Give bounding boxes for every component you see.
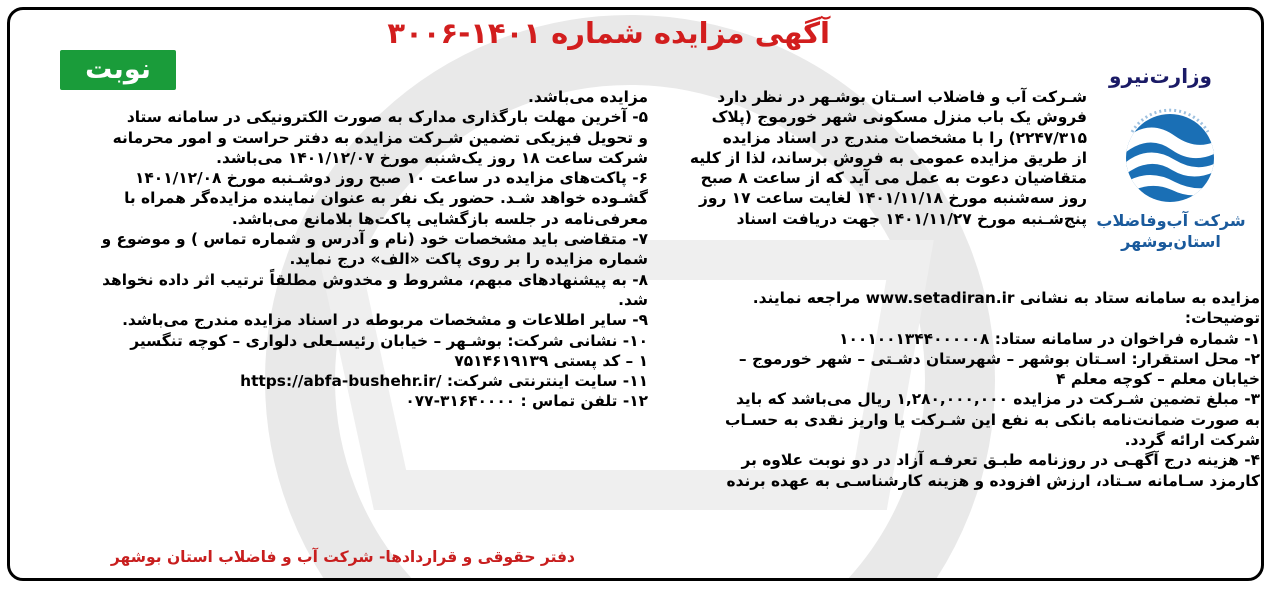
note-item: کارمزد سـامانه سـتاد، ارزش افزوده و هزینه کارشناسـی به عهده برنده: [726, 471, 1260, 490]
note-item: به صورت ضمانت‌نامه بانکی به نفع این شـرکت یا واریز نقدی به حسـاب: [724, 410, 1260, 429]
notes-section: [665, 288, 1260, 491]
note-item: مزایده می‌باشد.: [527, 88, 648, 106]
intro-paragraph: [682, 87, 1087, 229]
text-line: شـرکت آب و فاضلاب اسـتان بوشـهر در نظر دارد: [717, 88, 1087, 106]
text-fragment: ۱۱- سایت اینترنتی شرکت:: [446, 372, 648, 391]
footer-signature: دفتر حقوقی و قراردادها- شرکت آب و فاضلاب استان بوشهر: [110, 548, 575, 566]
note-item: ۶- پاکت‌های مزایده در ساعت ۱۰ صبح روز دوشـنبه مورخ ۱۴۰۱/۱۲/۰۸: [135, 169, 648, 188]
note-item: ۱ – کد پستی ۷۵۱۴۶۱۹۱۳۹: [454, 351, 648, 370]
text-line: روز سه‌شنبه مورخ ۱۴۰۱/۱۱/۱۸ لغایت ساعت ۱۷ روز: [699, 189, 1087, 208]
note-item: ۲- محل استقرار: اسـتان بوشهر – شهرستان دشـتی – شهر خورموج –: [738, 349, 1260, 368]
notes-continued: [48, 87, 648, 412]
note-item: و تحویل فیزیکی تضمین شـرکت مزایده به دفتر حراست و امور محرمانه: [112, 128, 648, 147]
notice-title: آگهی مزایده شماره ۱۴۰۱-۳۰۰۶: [387, 16, 830, 50]
note-item: شرکت ساعت ۱۸ روز یک‌شنبه مورخ ۱۴۰۱/۱۲/۰۷ می‌باشد.: [216, 148, 648, 167]
text-line: ۲۲۴۷/۳۱۵) را با مشخصات مندرج در اسناد مزایده: [722, 128, 1087, 147]
text-fragment: مزایده به سامانه ستاد به نشانی: [1019, 289, 1260, 307]
ministry-label: وزارت‌نیرو: [1109, 64, 1212, 88]
note-item: خیابان معلم – کوچه معلم ۴: [1056, 370, 1260, 389]
note-item: شماره مزایده را بر روی پاکت «الف» درج نماید.: [289, 250, 648, 269]
text-line: پنج‌شـنبه مورخ ۱۴۰۱/۱۱/۲۷ جهت دریافت اسناد: [736, 209, 1087, 228]
note-item: ۱۰- نشانی شرکت: بوشـهر – خیابان رئیسـعلی دلواری – کوچه تنگسیر: [130, 331, 648, 350]
company-logo-caption: شرکت آب‌وفاضلاب استان‌بوشهر: [1096, 211, 1246, 251]
note-item: ۱- شماره فراخوان در سامانه ستاد: ۱۰۰۱۰۰۱۳۴۴۰۰۰۰۰۸: [839, 329, 1260, 348]
note-item: معرفی‌نامه در جلسه بازگشایی پاکت‌ها بلامانع می‌باشد.: [231, 209, 648, 228]
note-item: ۸- به پیشنهادهای مبهم، مشروط و مخدوش مطلقاً ترتیب اثر داده نخواهد: [102, 270, 648, 289]
website-line: [48, 371, 648, 391]
water-company-logo-icon: [1120, 98, 1220, 208]
text-line: از طریق مزایده عمومی به فروش برساند، لذا از کلیه: [689, 148, 1087, 167]
text-line: متقاضیان دعوت به عمل می آید که از ساعت ۸ صبح: [700, 169, 1087, 188]
note-item: ۷- متقاضی باید مشخصات خود (نام و آدرس و شماره تماس ) و موضوع و: [101, 230, 648, 249]
note-item: ۳- مبلغ تضمین شـرکت در مزایده ۱,۲۸۰,۰۰۰,۰۰۰ ریال می‌باشد که باید: [736, 390, 1260, 409]
phone-line: ۱۲- تلفن تماس : ۳۱۶۴۰۰۰۰-۰۷۷: [405, 392, 648, 411]
setadiran-link[interactable]: www.setadiran.ir: [865, 289, 1015, 307]
text-fragment: مراجعه نمایند.: [752, 289, 861, 307]
text-line: فروش یک باب منزل مسکونی شهر خورموج (پلاک: [711, 108, 1087, 127]
company-website-link[interactable]: https://abfa-bushehr.ir/: [240, 372, 442, 391]
note-item: گشـوده خواهد شـد. حضور یک نفر به عنوان نماینده مزایده‌گر همراه با: [124, 189, 648, 208]
note-item: ۵- آخرین مهلت بارگذاری مدارک به صورت الکترونیکی در سامانه ستاد: [126, 108, 648, 127]
note-item: ۹- سایر اطلاعات و مشخصات مربوطه در اسناد مزایده مندرج می‌باشد.: [122, 311, 648, 330]
note-item: شد.: [618, 290, 648, 309]
notes-heading: توضیحات:: [1184, 309, 1260, 328]
notice-frame: [7, 7, 1264, 581]
intro-last-line: [665, 288, 1260, 308]
first-publication-badge: نوبت اول: [60, 50, 176, 90]
note-item: ۴- هزینه درج آگهـی در روزنامه طبـق تعرفـه آزاد در دو نوبت علاوه بر: [741, 451, 1260, 470]
note-item: شرکت ارائه گردد.: [1124, 431, 1260, 450]
